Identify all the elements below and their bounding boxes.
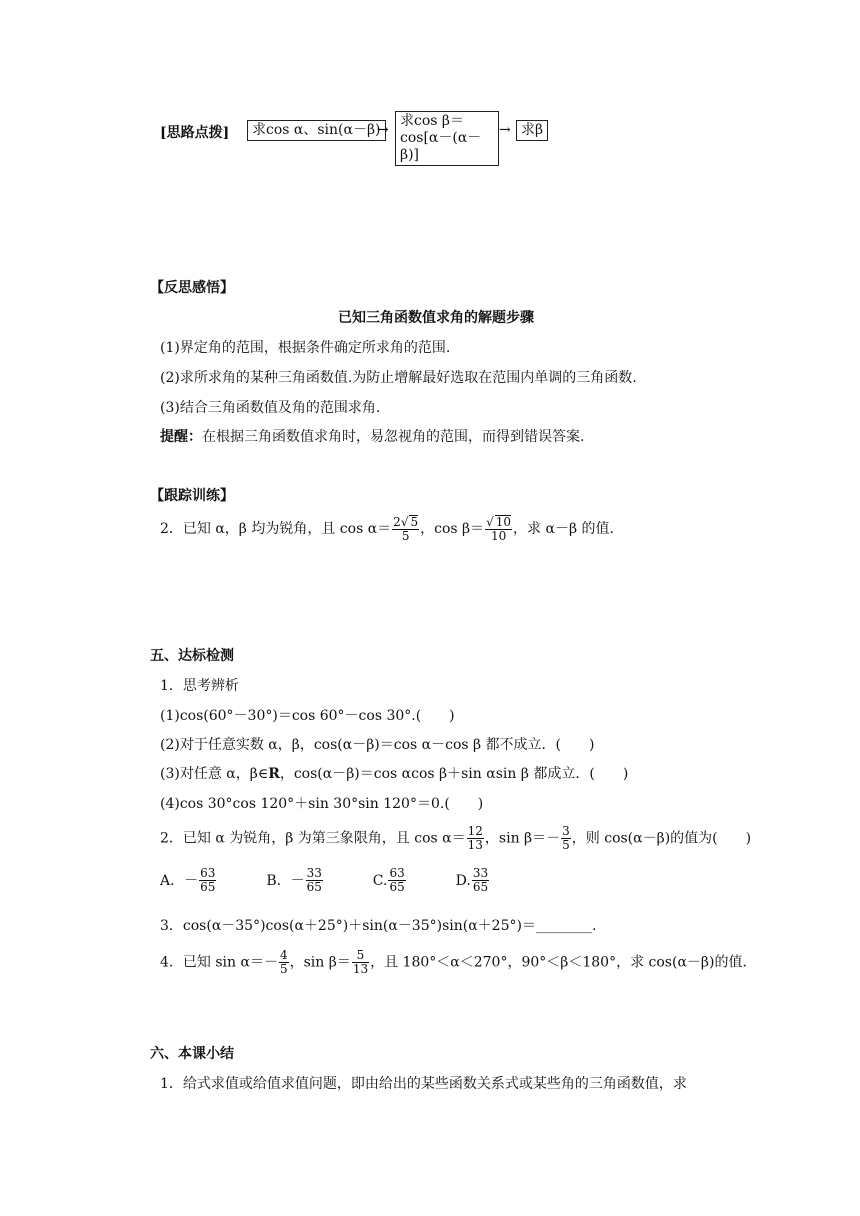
flow-box-2-line1: 求cos β＝ (400, 113, 464, 129)
frac-den: 65 (306, 880, 322, 894)
train-q2-suffix: ，求 α－β 的值. (513, 521, 614, 537)
reflect-item-3: (3)结合三角函数值及角的范围求角. (160, 400, 381, 416)
real-set-symbol: R (268, 766, 280, 782)
check-q1-title: 1．思考辨析 (160, 678, 239, 694)
frac-den: 13 (352, 962, 369, 976)
frac-num: 4 (279, 948, 288, 962)
option-a (160, 866, 217, 894)
arrow-right-icon: → (377, 122, 389, 138)
q2-part-c: ，则 cos(α－β)的值为( ) (571, 830, 752, 847)
summary-heading: 六、本课小结 (150, 1046, 234, 1062)
check-q2 (160, 825, 751, 852)
frac-den: 5 (401, 529, 410, 543)
fraction (352, 949, 369, 976)
sqrt-icon: √ (400, 515, 409, 529)
fraction (392, 515, 419, 543)
check-q2-options (160, 867, 490, 894)
flow-box-1: 求cos α、sin(α－β) (247, 120, 386, 141)
option-b (266, 866, 324, 894)
q1-3-part-b: ，cos(α－β)＝cos αcos β＋sin αsin β 都成立．( ) (279, 766, 629, 782)
frac-den: 65 (200, 880, 216, 894)
reflect-heading: 【反思感悟】 (150, 280, 234, 296)
flow-box-3: 求β (516, 120, 548, 141)
check-q1-2: (2)对于任意实数 α，β，cos(α－β)＝cos α－cos β 都不成立．( ) (160, 737, 595, 753)
fraction (467, 825, 484, 852)
fraction (279, 949, 289, 976)
radicand: 5 (410, 515, 419, 529)
frac-den: 13 (467, 838, 483, 852)
option-d-label: D. (455, 872, 471, 889)
q4-part-c: ，且 180°＜α＜270°，90°＜β＜180°，求 cos(α－β)的值. (370, 954, 747, 971)
frac-num: 63 (389, 866, 405, 880)
q4-part-a: 4．已知 sin α＝－ (160, 954, 278, 971)
option-d (455, 866, 490, 894)
check-q1-1: (1)cos(60°－30°)＝cos 60°－cos 30°.( ) (160, 708, 455, 724)
frac-den: 5 (279, 962, 288, 976)
check-q1-4: (4)cos 30°cos 120°＋sin 30°sin 120°＝0.( ) (160, 796, 484, 812)
frac-den: 65 (472, 880, 489, 894)
train-q2-mid: ，cos β＝ (420, 521, 485, 537)
frac-num-coef: 2 (393, 515, 401, 529)
check-q3: 3．cos(α－35°)cos(α＋25°)＋sin(α－35°)sin(α＋25°)＝________. (160, 918, 597, 934)
option-b-label: B．－ (266, 872, 305, 889)
q2-part-a: 2．已知 α 为锐角，β 为第三象限角，且 cos α＝ (160, 830, 466, 847)
frac-num: 63 (200, 866, 216, 880)
fraction (199, 867, 216, 894)
check-heading: 五、达标检测 (150, 648, 234, 664)
tip-label: 提醒： (160, 429, 202, 445)
fraction (485, 515, 512, 543)
frac-den: 65 (389, 880, 405, 894)
frac-num: 12 (467, 824, 483, 838)
think-label: [思路点拨] (160, 125, 230, 141)
frac-den: 10 (490, 529, 507, 543)
option-c (372, 866, 407, 894)
radicand: 10 (495, 515, 512, 529)
fraction (472, 867, 489, 894)
arrow-right-icon: → (499, 122, 511, 138)
q4-part-b: ，sin β＝ (289, 954, 351, 971)
reflect-title: 已知三角函数值求角的解题步骤 (338, 310, 534, 326)
frac-num: 33 (472, 866, 489, 880)
frac-num: 33 (306, 866, 322, 880)
flow-box-2-line2: cos[α－(α－β)] (400, 130, 482, 163)
frac-num: 5 (352, 949, 369, 963)
frac-den: 5 (562, 838, 570, 852)
summary-item-1: 1．给式求值或给值求值问题，即由给出的某些函数关系式或某些角的三角函数值，求 (160, 1076, 687, 1092)
reflect-item-1: (1)界定角的范围，根据条件确定所求角的范围. (160, 340, 451, 356)
option-a-label: A．－ (160, 872, 199, 889)
train-heading: 【跟踪训练】 (150, 488, 234, 504)
option-c-label: C. (372, 872, 388, 889)
fraction (306, 867, 323, 894)
train-q2-prefix: 2．已知 α，β 均为锐角，且 cos α＝ (160, 521, 392, 537)
fraction (561, 825, 571, 852)
reflect-tip (160, 426, 584, 446)
sqrt-icon: √ (486, 515, 494, 529)
q2-part-b: ，sin β＝－ (484, 830, 561, 847)
check-q1-3 (160, 763, 628, 783)
tip-text: 在根据三角函数值求角时，易忽视角的范围，而得到错误答案. (202, 429, 585, 445)
frac-num: 3 (562, 824, 570, 838)
reflect-item-2: (2)求所求角的某种三角函数值.为防止增解最好选取在范围内单调的三角函数. (160, 370, 637, 386)
fraction (388, 867, 405, 894)
check-q4 (160, 949, 747, 976)
train-question-2 (160, 515, 614, 543)
q1-3-part-a: (3)对任意 α，β∈ (160, 766, 269, 782)
flow-box-2 (395, 111, 499, 166)
